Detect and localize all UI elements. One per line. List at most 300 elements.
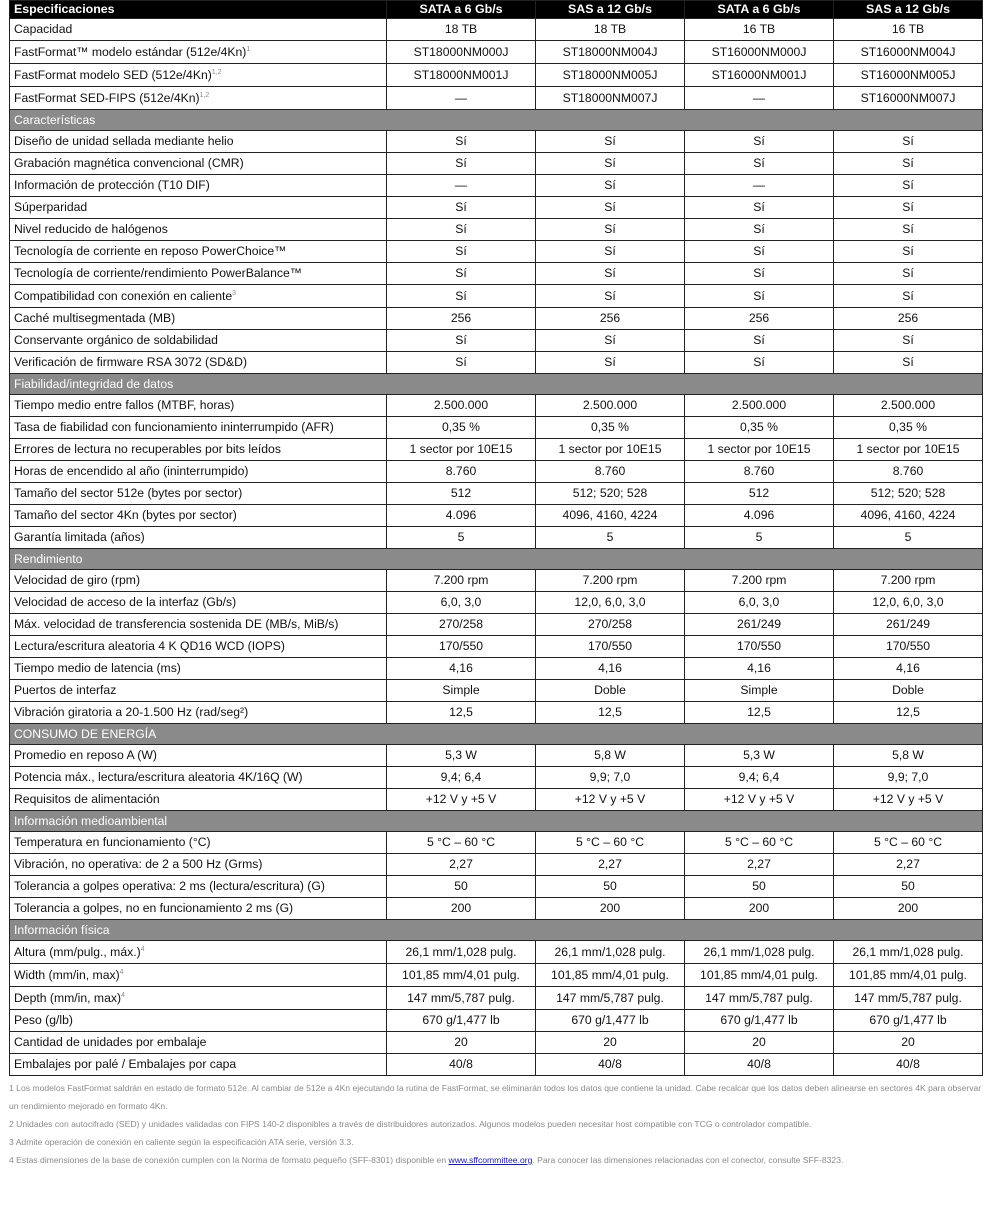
row-label-text: FastFormat modelo SED (512e/4Kn) [14,67,212,82]
row-label-text: Conservante orgánico de soldabilidad [14,333,218,347]
row-value: 4.096 [387,505,536,527]
row-label [10,308,387,330]
spec-row [10,352,983,374]
row-value: 101,85 mm/4,01 pulg. [834,964,983,987]
row-value: 40/8 [834,1054,983,1076]
row-value: 670 g/1,477 lb [387,1010,536,1032]
row-label-text: Súperparidad [14,200,88,214]
row-value: 26,1 mm/1,028 pulg. [834,941,983,964]
row-value: 12,0, 6,0, 3,0 [536,592,685,614]
row-value: ST16000NM004J [834,41,983,64]
spec-row [10,1010,983,1032]
row-label-text: Peso (g/lb) [14,1013,73,1027]
spec-row [10,767,983,789]
header-col-3: SATA a 6 Gb/s [685,1,834,19]
row-value: 0,35 % [685,417,834,439]
row-value: ST18000NM000J [387,41,536,64]
row-value: 170/550 [834,636,983,658]
row-value: 5 °C – 60 °C [536,832,685,854]
row-value: Sí [387,352,536,374]
row-label [10,41,387,64]
row-value: 2,27 [685,854,834,876]
row-label-text: Width (mm/in, max) [14,967,120,982]
spec-row [10,987,983,1010]
row-label [10,330,387,352]
row-label-text: Velocidad de giro (rpm) [14,573,140,587]
row-value: 4,16 [387,658,536,680]
row-label [10,854,387,876]
row-value: Sí [834,263,983,285]
row-value: 26,1 mm/1,028 pulg. [536,941,685,964]
row-value: 18 TB [387,19,536,41]
row-value: 270/258 [536,614,685,636]
row-value: 147 mm/5,787 pulg. [387,987,536,1010]
row-value: Sí [685,285,834,308]
section-title: CONSUMO DE ENERGÍA [10,724,983,745]
row-label-text: Grabación magnética convencional (CMR) [14,156,244,170]
row-label-text: Puertos de interfaz [14,683,117,697]
row-label [10,417,387,439]
row-value: 261/249 [834,614,983,636]
row-value: Sí [536,352,685,374]
row-label-text: Tamaño del sector 512e (bytes por sector) [14,486,243,500]
spec-row [10,658,983,680]
spec-row [10,64,983,87]
row-label-text: Tamaño del sector 4Kn (bytes por sector) [14,508,237,522]
row-value: 670 g/1,477 lb [536,1010,685,1032]
row-label-text: Vibración giratoria a 20-1.500 Hz (rad/seg²) [14,705,249,719]
row-value: 261/249 [685,614,834,636]
footnote-marker: 4 [119,968,124,976]
row-label [10,876,387,898]
header-row [10,1,983,19]
row-value: 12,5 [536,702,685,724]
spec-row [10,745,983,767]
spec-row [10,636,983,658]
row-label [10,1054,387,1076]
row-value: ST16000NM000J [685,41,834,64]
row-value: Simple [685,680,834,702]
footnote-marker: 4 [121,991,125,999]
row-label-text: Potencia máx., lectura/escritura aleatoria 4K/16Q (W) [14,770,303,784]
row-label [10,461,387,483]
row-label-text: Tolerancia a golpes operativa: 2 ms (lectura/escritura) (G) [14,879,325,893]
row-label [10,680,387,702]
row-value: 20 [387,1032,536,1054]
row-value: 256 [834,308,983,330]
row-value: 40/8 [685,1054,834,1076]
spec-row [10,1032,983,1054]
row-label-text: Vibración, no operativa: de 2 a 500 Hz (Grms) [14,857,263,871]
row-label [10,1010,387,1032]
spec-row [10,439,983,461]
row-label [10,898,387,920]
row-value: ST18000NM005J [536,64,685,87]
row-value: 2.500.000 [536,395,685,417]
row-value: 20 [685,1032,834,1054]
row-value: 147 mm/5,787 pulg. [536,987,685,1010]
row-label [10,197,387,219]
row-value: ST18000NM004J [536,41,685,64]
row-value: 9,9; 7,0 [536,767,685,789]
row-label-text: Embalajes por palé / Embalajes por capa [14,1057,237,1071]
header-col-1: SATA a 6 Gb/s [387,1,536,19]
row-value: ST16000NM001J [685,64,834,87]
header-col-2: SAS a 12 Gb/s [536,1,685,19]
section-header [10,724,983,745]
row-value: Doble [536,680,685,702]
row-value: 270/258 [387,614,536,636]
row-value: Sí [387,330,536,352]
row-label-text: Tasa de fiabilidad con funcionamiento ininterrumpido (AFR) [14,420,334,434]
spec-row [10,702,983,724]
row-value: Sí [685,131,834,153]
row-value: +12 V y +5 V [834,789,983,811]
row-value: 0,35 % [387,417,536,439]
spec-row [10,832,983,854]
spec-row [10,330,983,352]
row-label [10,263,387,285]
row-label [10,614,387,636]
row-label [10,636,387,658]
row-value: Sí [834,285,983,308]
row-label [10,527,387,549]
row-label-text: Altura (mm/pulg., máx.) [14,944,141,959]
row-value: 20 [536,1032,685,1054]
row-value: 256 [387,308,536,330]
footnote-1: 1 Los modelos FastFormat saldrán en estado de formato 512e. Al cambiar de 512e a 4Kn ejecutando la rutina de FastFormat, se eliminarán todos los datos que contiene la unidad. Cabe recalcar que los datos deben alinearse en sectores 4K para observar un rendimiento mejorado en formato 4Kn. [9,1083,982,1111]
spec-row [10,1054,983,1076]
row-value: Sí [387,131,536,153]
row-value: Sí [536,330,685,352]
row-value: Sí [536,241,685,263]
row-value: 0,35 % [834,417,983,439]
row-value: 2.500.000 [387,395,536,417]
row-value: 50 [387,876,536,898]
row-value: 200 [536,898,685,920]
spec-row [10,153,983,175]
row-label [10,352,387,374]
footnote-marker: 1 [246,45,251,53]
row-label [10,505,387,527]
row-value: 40/8 [536,1054,685,1076]
row-label-text: Información de protección (T10 DIF) [14,178,210,192]
row-value: +12 V y +5 V [387,789,536,811]
row-value: 8.760 [685,461,834,483]
row-label [10,767,387,789]
spec-row [10,461,983,483]
row-value: 1 sector por 10E15 [536,439,685,461]
row-value: Sí [834,153,983,175]
row-value: 512; 520; 528 [834,483,983,505]
row-value: 5,8 W [834,745,983,767]
row-value: +12 V y +5 V [536,789,685,811]
row-value: 40/8 [387,1054,536,1076]
row-value: 9,4; 6,4 [685,767,834,789]
footnote-marker: 1,2 [211,68,222,76]
row-label-text: Requisitos de alimentación [14,792,160,806]
row-value: 7.200 rpm [536,570,685,592]
row-value: 147 mm/5,787 pulg. [834,987,983,1010]
row-label-text: Nivel reducido de halógenos [14,222,168,236]
row-value: Sí [536,153,685,175]
specifications-table [9,0,983,1076]
section-header [10,811,983,832]
row-value: 12,5 [685,702,834,724]
row-value: 50 [536,876,685,898]
row-label-text: Tecnología de corriente/rendimiento PowerBalance™ [14,266,302,280]
row-label-text: Tecnología de corriente en reposo PowerChoice™ [14,244,287,258]
row-label [10,570,387,592]
row-value: Sí [834,241,983,263]
row-value: Sí [387,153,536,175]
row-value: 147 mm/5,787 pulg. [685,987,834,1010]
spec-row [10,483,983,505]
row-value: 101,85 mm/4,01 pulg. [536,964,685,987]
row-value: Sí [685,197,834,219]
row-value: 4096, 4160, 4224 [536,505,685,527]
section-header [10,110,983,131]
row-value: 5 °C – 60 °C [685,832,834,854]
row-label [10,832,387,854]
row-value: 101,85 mm/4,01 pulg. [685,964,834,987]
row-value: Sí [834,352,983,374]
row-label [10,987,387,1010]
spec-row [10,898,983,920]
row-value: Sí [536,219,685,241]
row-value: 512; 520; 528 [536,483,685,505]
row-value: Sí [685,219,834,241]
row-value: 8.760 [536,461,685,483]
section-title: Fiabilidad/integridad de datos [10,374,983,395]
sffcommittee-link[interactable]: www.sffcommittee.org [448,1155,533,1165]
spec-row [10,964,983,987]
row-value: 5,8 W [536,745,685,767]
row-value: 5 [387,527,536,549]
row-label [10,941,387,964]
row-value: 2,27 [536,854,685,876]
row-value: ST16000NM005J [834,64,983,87]
spec-row [10,395,983,417]
header-col-4: SAS a 12 Gb/s [834,1,983,19]
row-label [10,19,387,41]
row-value: 1 sector por 10E15 [834,439,983,461]
row-value: 4096, 4160, 4224 [834,505,983,527]
row-value: Sí [685,241,834,263]
spec-row [10,241,983,263]
row-label [10,702,387,724]
section-header [10,374,983,395]
row-label-text: Depth (mm/in, max) [14,990,121,1005]
row-value: 1 sector por 10E15 [387,439,536,461]
footnote-4-text: 4 Estas dimensiones de la base de conexión cumplen con la Norma de formato pequeño (SFF-8301) disponible en [9,1155,449,1165]
row-value: 4,16 [834,658,983,680]
row-label [10,483,387,505]
section-title: Rendimiento [10,549,983,570]
row-value: 12,5 [834,702,983,724]
section-title: Características [10,110,983,131]
spec-row [10,527,983,549]
row-value: 2.500.000 [834,395,983,417]
row-label [10,241,387,263]
row-value: Sí [536,175,685,197]
spec-row [10,197,983,219]
footnotes [9,1079,983,1169]
row-value: 512 [387,483,536,505]
row-value: 5,3 W [387,745,536,767]
row-value: ST18000NM007J [536,87,685,110]
row-value: 16 TB [834,19,983,41]
row-value: — [387,87,536,110]
spec-row [10,614,983,636]
row-value: — [387,175,536,197]
section-header [10,549,983,570]
row-label [10,64,387,87]
row-value: 5 [536,527,685,549]
row-value: 670 g/1,477 lb [685,1010,834,1032]
row-value: ST18000NM001J [387,64,536,87]
row-label [10,153,387,175]
row-value: 12,0, 6,0, 3,0 [834,592,983,614]
spec-row [10,570,983,592]
row-label [10,87,387,110]
row-value: 256 [536,308,685,330]
row-value: 9,4; 6,4 [387,767,536,789]
row-value: Sí [685,352,834,374]
spec-row [10,592,983,614]
row-value: Sí [536,131,685,153]
spec-row [10,175,983,197]
footnote-2: 2 Unidades con autocifrado (SED) y unidades validadas con FIPS 140-2 disponibles a través de distribuidores autorizados. Algunos modelos pueden necesitar host compatible con TCG o controlador compatible. [9,1119,812,1129]
row-value: Sí [387,219,536,241]
row-label [10,658,387,680]
row-value: Sí [387,197,536,219]
row-value: 8.760 [387,461,536,483]
row-value: 170/550 [536,636,685,658]
row-label [10,131,387,153]
header-specifications: Especificaciones [10,1,387,19]
row-value: 1 sector por 10E15 [685,439,834,461]
row-value: Simple [387,680,536,702]
row-value: 4.096 [685,505,834,527]
row-value: Doble [834,680,983,702]
spec-row [10,505,983,527]
row-value: 2,27 [834,854,983,876]
row-value: 7.200 rpm [387,570,536,592]
row-value: Sí [834,330,983,352]
row-value: 5 [685,527,834,549]
row-label-text: FastFormat SED-FIPS (512e/4Kn) [14,90,200,105]
row-value: 6,0, 3,0 [685,592,834,614]
spec-row [10,308,983,330]
row-value: 26,1 mm/1,028 pulg. [685,941,834,964]
footnote-4 [9,1151,983,1169]
row-label-text: Verificación de firmware RSA 3072 (SD&D) [14,355,248,369]
row-value: 20 [834,1032,983,1054]
row-value: 200 [387,898,536,920]
row-value: 2.500.000 [685,395,834,417]
row-value: 26,1 mm/1,028 pulg. [387,941,536,964]
row-value: 256 [685,308,834,330]
row-value: 512 [685,483,834,505]
row-label-text: Diseño de unidad sellada mediante helio [14,134,234,148]
row-value: 5 °C – 60 °C [834,832,983,854]
row-label [10,175,387,197]
spec-row [10,876,983,898]
row-value: 200 [685,898,834,920]
spec-row [10,131,983,153]
footnote-4-after: . Para conocer las dimensiones relacionadas con el conector, consulte SFF-8323. [532,1155,844,1165]
row-value: 18 TB [536,19,685,41]
row-label [10,395,387,417]
spec-row [10,19,983,41]
spec-row [10,417,983,439]
row-value: — [685,87,834,110]
row-value: 170/550 [685,636,834,658]
row-value: Sí [685,263,834,285]
row-value: 5,3 W [685,745,834,767]
row-value: Sí [387,263,536,285]
row-label-text: Promedio en reposo A (W) [14,748,157,762]
row-label-text: Temperatura en funcionamiento (°C) [14,835,211,849]
row-value: 7.200 rpm [685,570,834,592]
row-label-text: Velocidad de acceso de la interfaz (Gb/s) [14,595,237,609]
row-label-text: Máx. velocidad de transferencia sostenida DE (MB/s, MiB/s) [14,617,339,631]
footnote-marker: 1,2 [199,91,210,99]
row-value: Sí [536,197,685,219]
row-value: Sí [685,153,834,175]
row-label-text: Errores de lectura no recuperables por bits leídos [14,442,281,456]
row-label-text: Tiempo medio de latencia (ms) [14,661,181,675]
specifications-body [10,19,983,1076]
row-value: 6,0, 3,0 [387,592,536,614]
row-value: Sí [387,285,536,308]
row-label-text: Tiempo medio entre fallos (MTBF, horas) [14,398,235,412]
row-label-text: FastFormat™ modelo estándar (512e/4Kn) [14,44,247,59]
row-label [10,745,387,767]
row-label [10,219,387,241]
spec-row [10,680,983,702]
row-value: Sí [536,285,685,308]
row-label [10,592,387,614]
footnote-3: 3 Admite operación de conexión en caliente según la especificación ATA serie, versión 3.3. [9,1137,354,1147]
row-value: 5 °C – 60 °C [387,832,536,854]
spec-row [10,854,983,876]
spec-row [10,219,983,241]
row-value: 50 [834,876,983,898]
row-label-text: Caché multisegmentada (MB) [14,311,176,325]
row-value: 4,16 [685,658,834,680]
row-label-text: Garantía limitada (años) [14,530,145,544]
row-value: Sí [834,131,983,153]
row-value: Sí [387,241,536,263]
row-value: Sí [834,175,983,197]
row-value: 12,5 [387,702,536,724]
row-label [10,439,387,461]
row-label-text: Capacidad [14,22,73,36]
row-value: Sí [536,263,685,285]
spec-row [10,41,983,64]
row-value: Sí [834,219,983,241]
row-label [10,964,387,987]
row-label-text: Horas de encendido al año (ininterrumpido) [14,464,249,478]
row-value: +12 V y +5 V [685,789,834,811]
row-label-text: Tolerancia a golpes, no en funcionamiento 2 ms (G) [14,901,294,915]
row-value: 5 [834,527,983,549]
row-label [10,285,387,308]
row-value: ST16000NM007J [834,87,983,110]
row-value: 0,35 % [536,417,685,439]
